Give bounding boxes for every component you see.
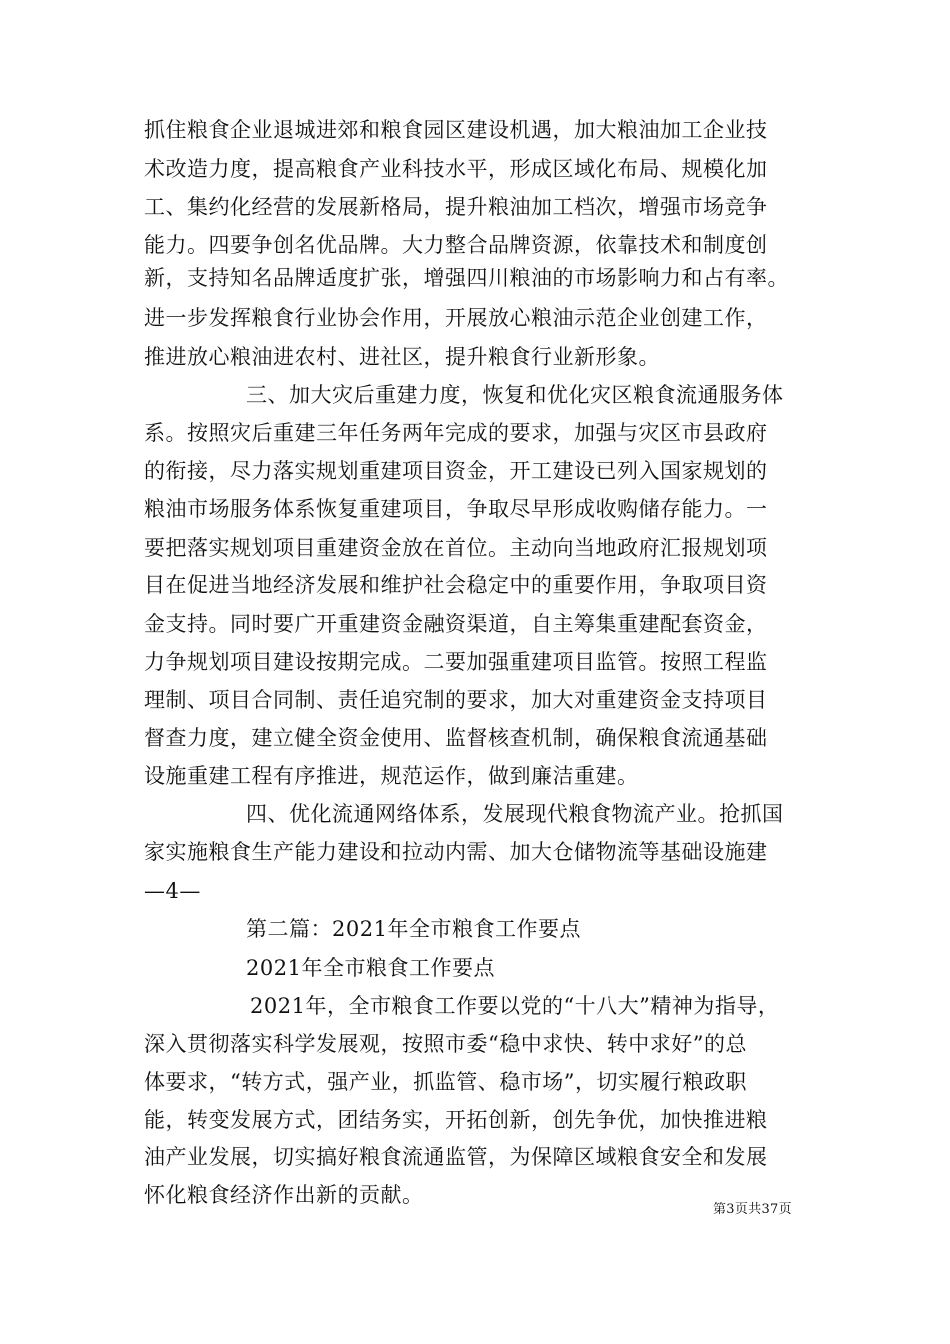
body-line: 设施重建工程有序推进，规范运作，做到廉洁重建。	[144, 763, 639, 788]
section-heading-3: 三、加大灾后重建力度，恢复和优化灾区粮食流通服务体	[246, 383, 784, 407]
body-line: 推进放心粮油进农村、进社区，提升粮食行业新形象。	[144, 344, 660, 369]
body-line: 能力。四要争创名优品牌。大力整合品牌资源，依靠技术和制度创	[144, 232, 768, 257]
body-line: 要把落实规划项目重建资金放在首位。主动向当地政府汇报规划项	[144, 535, 768, 560]
body-line: 能，转变发展方式，团结务实，开拓创新，创先争优，加快推进粮	[144, 1107, 768, 1132]
chapter-title: 第二篇：2021年全市粮食工作要点	[246, 917, 581, 942]
body-line: 系。按照灾后重建三年任务两年完成的要求，加强与灾区市县政府	[144, 420, 768, 445]
body-line: 粮油市场服务体系恢复重建项目，争取尽早形成收购储存能力。一	[144, 497, 768, 522]
page-indicator: 第3页共37页	[713, 1202, 792, 1217]
body-line: 2021年，全市粮食工作要以党的“十八大”精神为指导，	[250, 994, 780, 1019]
body-line: 目在促进当地经济发展和维护社会稳定中的重要作用，争取项目资	[144, 573, 768, 598]
body-line: 新，支持知名品牌适度扩张，增强四川粮油的市场影响力和占有率。	[144, 265, 789, 290]
body-line: 家实施粮食生产能力建设和拉动内需、加大仓储物流等基础设施建	[144, 840, 768, 864]
body-line: 油产业发展，切实搞好粮食流通监管，为保障区域粮食安全和发展	[144, 1145, 768, 1170]
body-line: 力争规划项目建设按期完成。二要加强重建项目监管。按照工程监	[144, 649, 768, 674]
body-line: 进一步发挥粮食行业协会作用，开展放心粮油示范企业创建工作，	[144, 305, 768, 330]
body-line: 怀化粮食经济作出新的贡献。	[144, 1183, 424, 1207]
body-line: 深入贯彻落实科学发展观，按照市委“稳中求快、转中求好”的总	[144, 1032, 747, 1056]
body-line: 的衔接，尽力落实规划重建项目资金，开工建设已列入国家规划的	[144, 459, 768, 484]
subtitle: 2021年全市粮食工作要点	[246, 955, 495, 980]
body-line: 抓住粮食企业退城进郊和粮食园区建设机遇，加大粮油加工企业技	[144, 118, 768, 142]
section-heading-4: 四、优化流通网络体系，发展现代粮食物流产业。抢抓国	[246, 802, 784, 827]
body-line: 术改造力度，提高粮食产业科技水平，形成区域化布局、规模化加	[144, 156, 768, 181]
body-line: 体要求，“转方式，强产业，抓监管、稳市场”，切实履行粮政职	[144, 1069, 747, 1094]
body-line: 理制、项目合同制、责任追究制的要求，加大对重建资金支持项目	[144, 688, 768, 713]
body-line: 督查力度，建立健全资金使用、监督核查机制，确保粮食流通基础	[144, 726, 768, 750]
body-line: 工、集约化经营的发展新格局，提升粮油加工档次，增强市场竞争	[144, 195, 768, 220]
inline-page-number: —4—	[144, 878, 201, 903]
body-line: 金支持。同时要广开重建资金融资渠道，自主筹集重建配套资金，	[144, 611, 768, 636]
